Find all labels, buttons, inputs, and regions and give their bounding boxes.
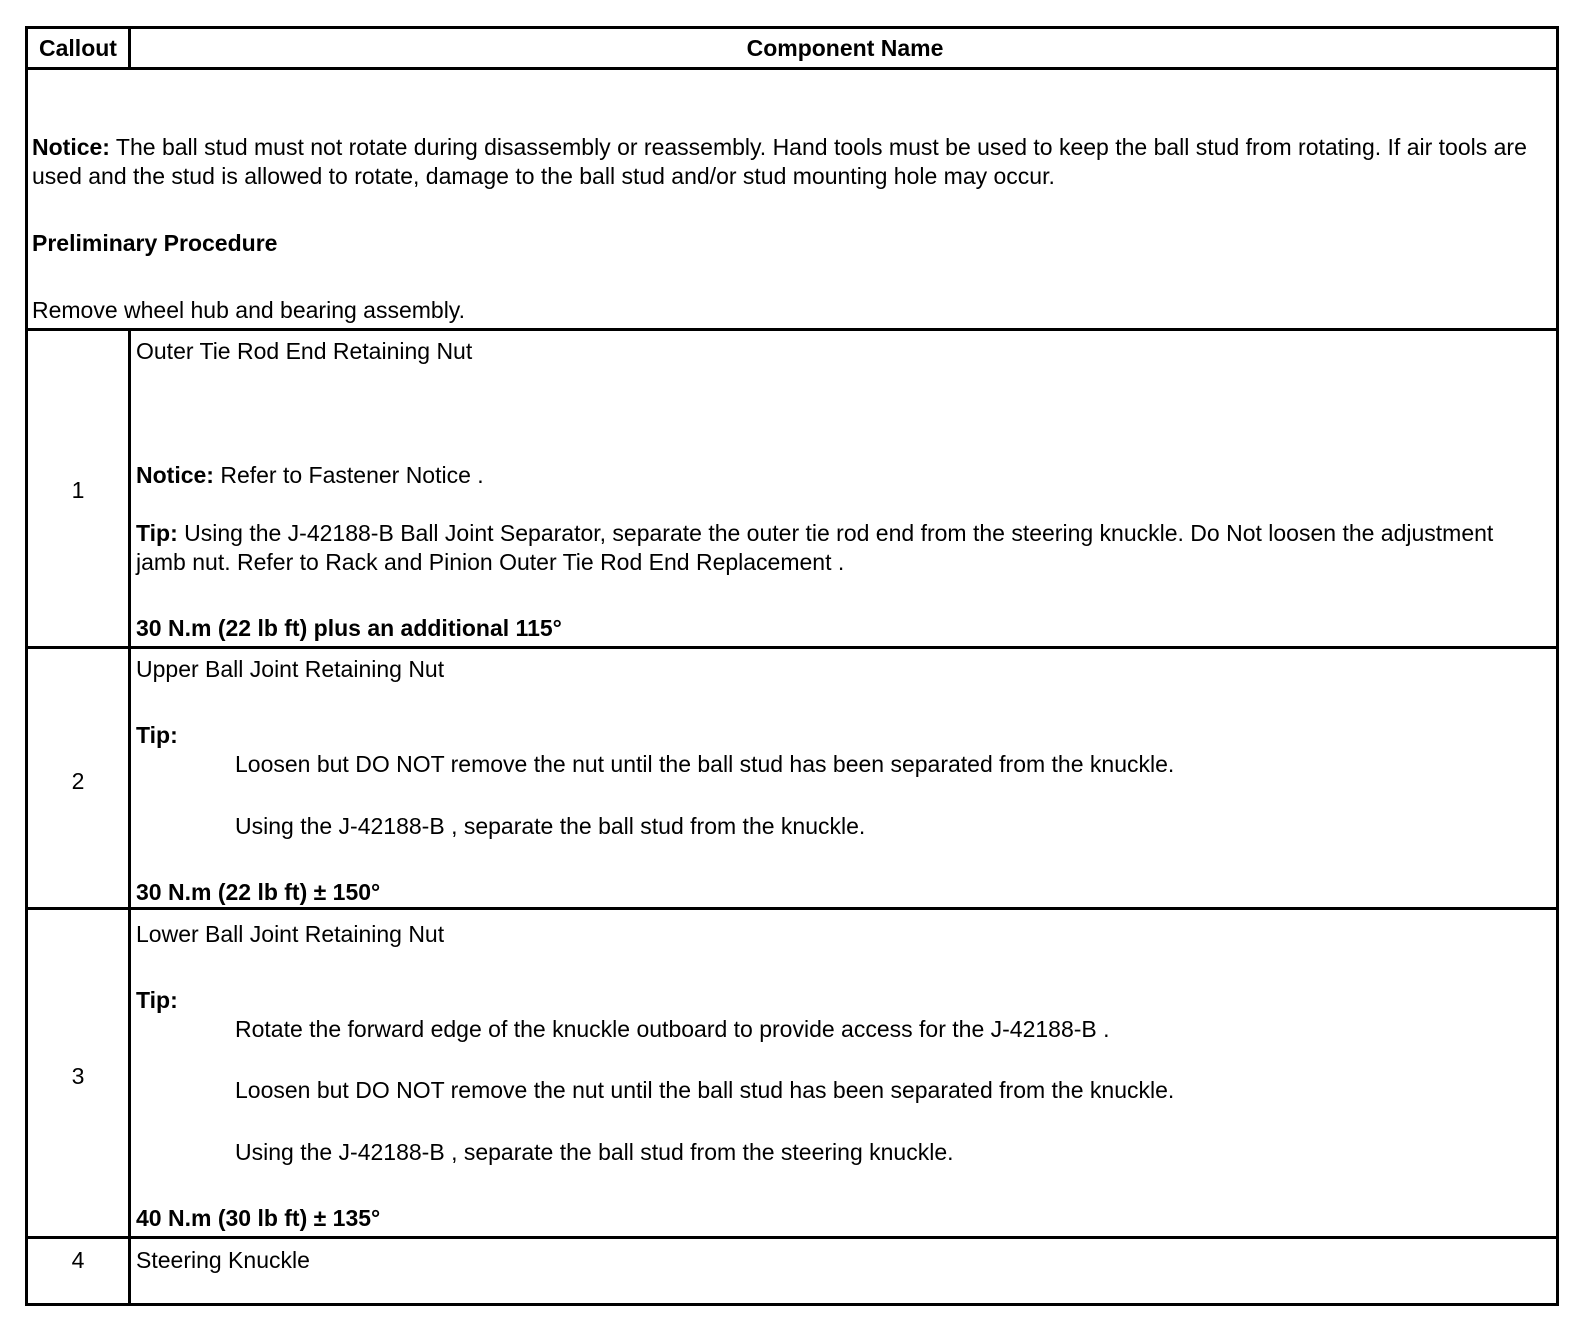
row-2-component-name: Upper Ball Joint Retaining Nut	[136, 656, 445, 682]
row-3-torque: 40 N.m (30 lb ft) ± 135°	[136, 1205, 381, 1231]
preliminary-procedure-title: Preliminary Procedure	[32, 230, 278, 256]
callout-header: Callout	[39, 35, 117, 61]
component-name-header: Component Name	[746, 35, 944, 61]
row-3-step-2: Loosen but DO NOT remove the nut until the ball stud has been separated from the knuckle.	[235, 1077, 1175, 1103]
row-1-tip-label: Tip:	[136, 520, 178, 546]
row-2-step-1: Loosen but DO NOT remove the nut until the ball stud has been separated from the knuckle.	[235, 751, 1175, 777]
row-divider-2	[28, 646, 1556, 649]
row-divider-3	[28, 907, 1556, 910]
row-1-tip-text: Using the J-42188-B Ball Joint Separator, separate the outer tie rod end from the steering knuckle. Do Not loosen the adjustment jamb nut. Refer to Rack and Pinion Outer Tie Rod End Replacement .	[136, 520, 1494, 575]
component-table	[25, 26, 1559, 1306]
row-3-step-3: Using the J-42188-B , separate the ball stud from the steering knuckle.	[235, 1139, 954, 1165]
intro-notice	[32, 133, 1532, 191]
row-divider-4	[28, 1236, 1556, 1239]
intro-notice-text: The ball stud must not rotate during disassembly or reassembly. Hand tools must be used to keep the ball stud from rotating. If air tools are used and the stud is allowed to rotate, damage to the ball stud and/or stud mounting hole may occur.	[32, 134, 1527, 189]
row-1-callout: 1	[71, 477, 85, 503]
intro-notice-label: Notice:	[32, 134, 110, 160]
row-1-tip	[136, 519, 1531, 577]
body-column-divider	[128, 328, 131, 1306]
row-divider-1	[28, 328, 1556, 331]
row-3-callout: 3	[71, 1063, 85, 1089]
row-4-component-name: Steering Knuckle	[136, 1247, 310, 1273]
row-2-tip-label: Tip:	[136, 722, 178, 748]
row-3-component-name: Lower Ball Joint Retaining Nut	[136, 921, 445, 947]
row-3-tip-label: Tip:	[136, 987, 178, 1013]
row-2-step-2: Using the J-42188-B , separate the ball stud from the knuckle.	[235, 813, 866, 839]
row-2-torque: 30 N.m (22 lb ft) ± 150°	[136, 879, 381, 905]
preliminary-step: Remove wheel hub and bearing assembly.	[32, 297, 465, 323]
row-1-notice-text: Refer to Fastener Notice .	[213, 462, 484, 488]
header-divider	[28, 67, 1556, 70]
row-3-step-1: Rotate the forward edge of the knuckle outboard to provide access for the J-42188-B .	[235, 1016, 1110, 1042]
row-1-component-name: Outer Tie Rod End Retaining Nut	[136, 338, 473, 364]
row-1-notice-label: Notice:	[136, 462, 214, 488]
row-1-notice	[136, 461, 484, 489]
row-1-torque: 30 N.m (22 lb ft) plus an additional 115°	[136, 615, 562, 641]
row-4-callout: 4	[71, 1247, 85, 1273]
row-2-callout: 2	[71, 768, 85, 794]
